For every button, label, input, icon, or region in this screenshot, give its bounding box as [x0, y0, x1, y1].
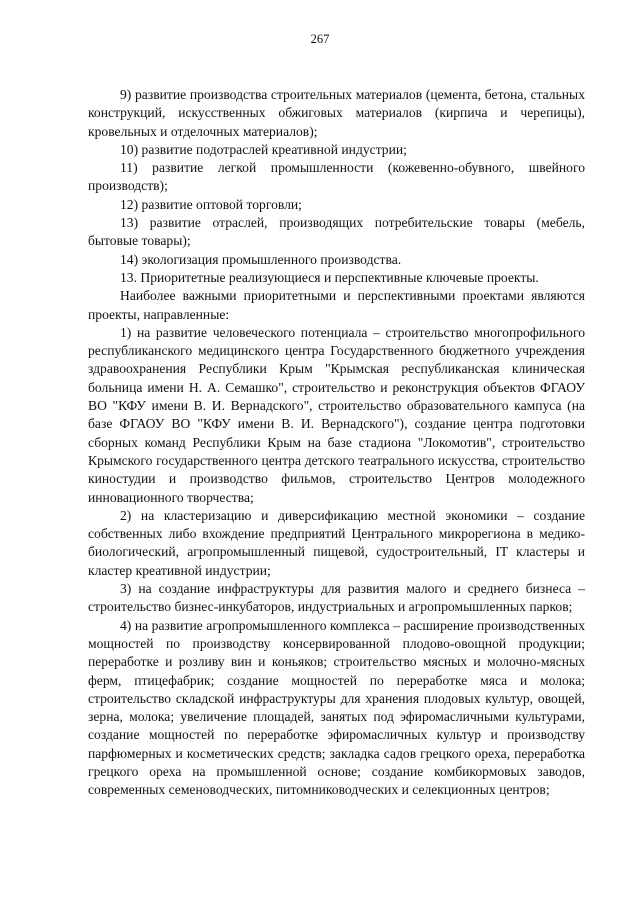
- list-item-9: 9) развитие производства строительных материалов (цемента, бетона, стальных конструкций, искусственных обжиговых материалов (кирпича и черепицы), кровельных и отделочных материалов);: [88, 87, 585, 139]
- list-item-14: 14) экологизация промышленного производства.: [120, 251, 402, 267]
- project-item-1: 1) на развитие человеческого потенциала – строительство многопрофильного республиканского медицинского центра Государственного бюджетного учреждения здравоохранения Республики Крым "Крымская республиканская клиническая больница имени Н. А. Семашко", строительство и реконструкция объектов ФГАОУ ВО "КФУ имени В. И. Вернадского", строительство образовательного кампуса (на базе ФГАОУ ВО "КФУ имени В. И. Вернадского"), создание центра подготовки сборных команд Республики Крым на базе стадиона "Локомотив", строительство Крымского государственного центра детского театрального искусства, строительство киностудии и производство фильмов, строительство Центров молодежного инновационного творчества;: [88, 324, 585, 505]
- document-body: [88, 86, 585, 800]
- section-heading: 13. Приоритетные реализующиеся и перспективные ключевые проекты.: [120, 269, 539, 285]
- list-item-10: 10) развитие подотраслей креативной индустрии;: [120, 141, 407, 157]
- list-item-13: 13) развитие отраслей, производящих потребительские товары (мебель, бытовые товары);: [88, 215, 585, 249]
- project-item-2: 2) на кластеризацию и диверсификацию местной экономики – создание собственных либо вхождение предприятий Центрального микрорегиона в медико-биологический, агропромышленный пищевой, судостроительный, IT кластеры и кластер креативной индустрии;: [88, 507, 585, 578]
- project-item-3: 3) на создание инфраструктуры для развития малого и среднего бизнеса – строительство бизнес-инкубаторов, индустриальных и агропромышленных парков;: [88, 581, 585, 615]
- project-item-4: 4) на развитие агропромышленного комплекса – расширение производственных мощностей по производству консервированной плодово-овощной продукции; переработке и розливу вин и коньяков; строительство мясных и молочно-мясных ферм, птицефабрик; создание мощностей по переработке мяса и молока; строительство складской инфраструктуры для хранения плодовых культур, овощей, зерна, молока; увеличение площадей, занятых под эфиромасличными культурами, создание мощностей по переработке эфиромасличных культур и производству парфюмерных и косметических средств; закладка садов грецкого ореха, переработка грецкого ореха на промышленной основе; создание комбикормовых заводов, современных семеноводческих, питомниководческих и селекционных центров;: [88, 617, 585, 798]
- intro-paragraph: Наиболее важными приоритетными и перспективными проектами являются проекты, направленные:: [88, 288, 585, 322]
- list-item-11: 11) развитие легкой промышленности (кожевенно-обувного, швейного производств);: [88, 160, 585, 194]
- list-item-12: 12) развитие оптовой торговли;: [120, 196, 302, 212]
- page-number: 267: [310, 32, 330, 46]
